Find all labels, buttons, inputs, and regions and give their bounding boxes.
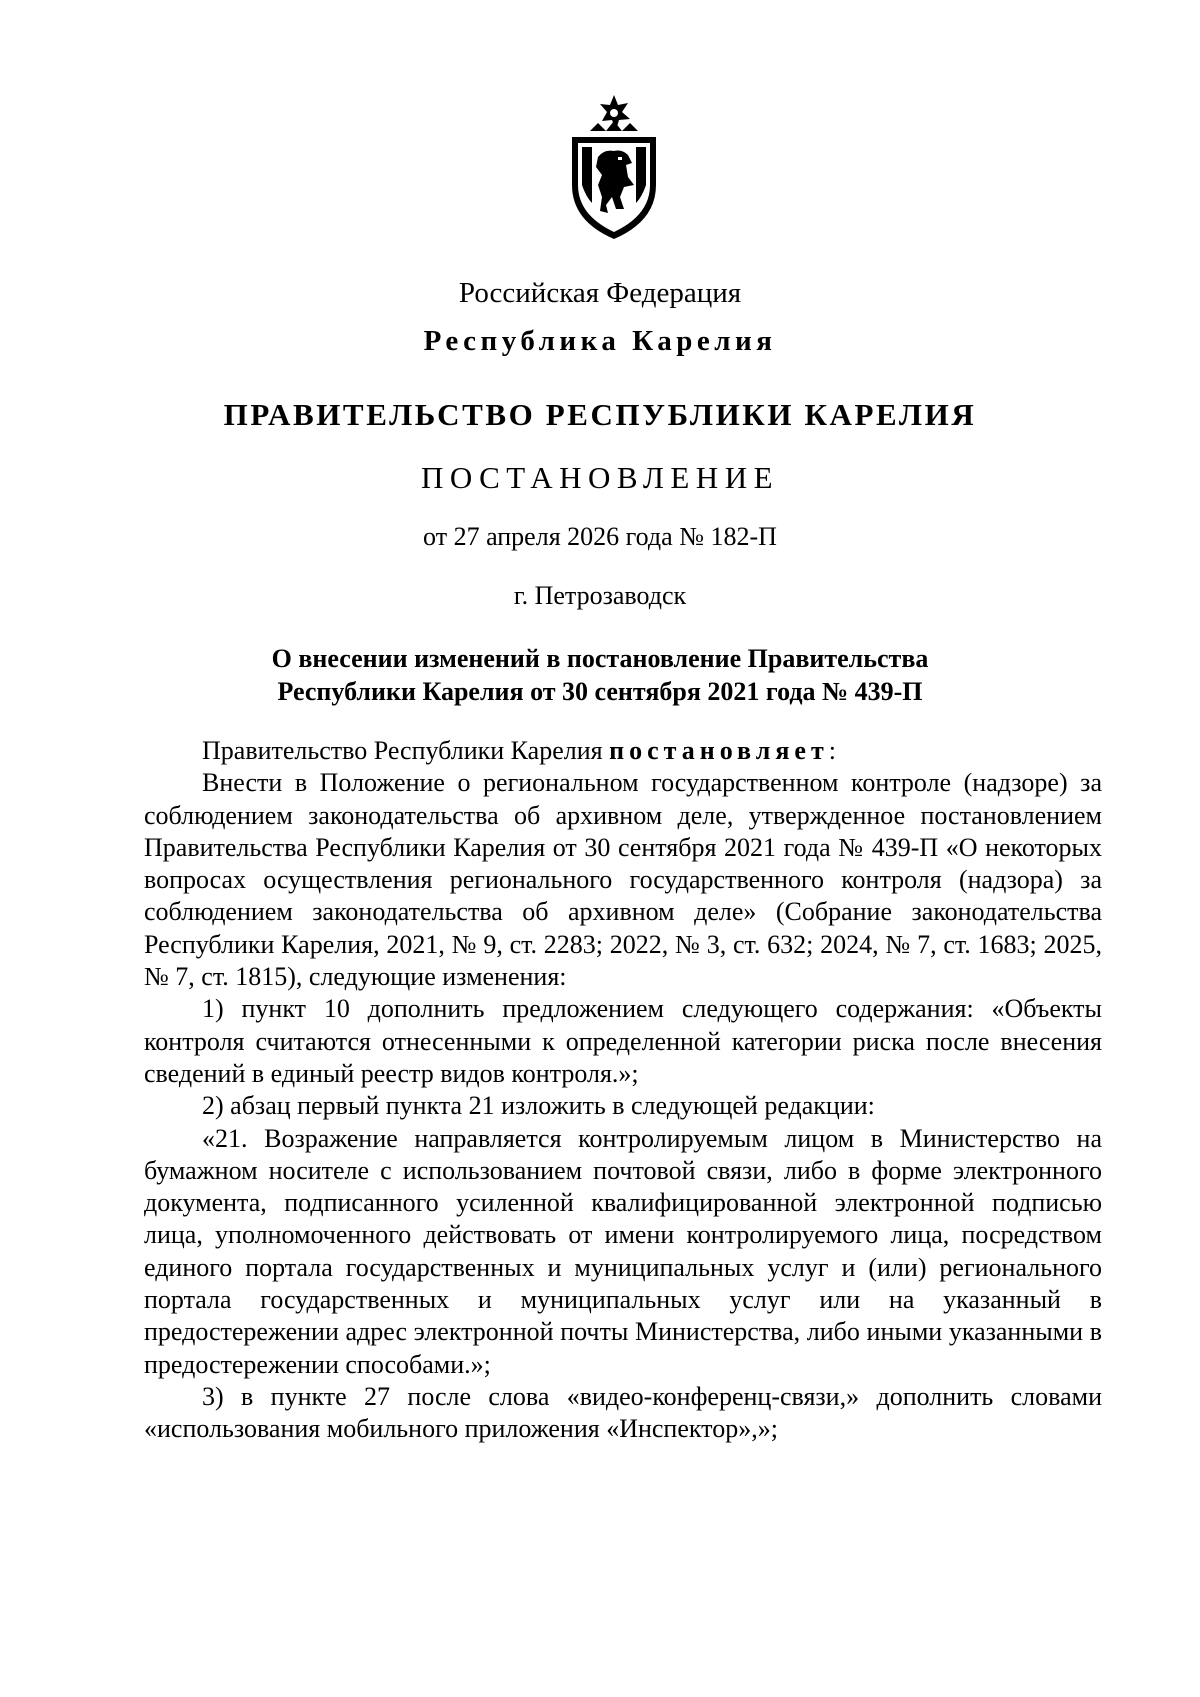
title-line-1: О внесении изменений в постановление Правительства [271, 644, 929, 673]
intro-text: Правительство Республики Карелия [202, 736, 610, 765]
title-line-2: Республики Карелия от 30 сентября 2021 года № 439-П [277, 677, 923, 706]
paragraph-3: 2) абзац первый пункта 21 изложить в следующей редакции: [202, 1091, 875, 1121]
paragraph-4: «21. Возражение направляется контролируемым лицом в Министерство на бумажном носителе с использованием почтовой связи, либо в форме электронного документа, подписанного усиленной квалифицированной электронной подписью лица, уполномоченного действовать от имени контролируемого лица, посредством единого портала государственных и муниципальных услуг и (или) регионального портала государственных и муниципальных услуг или на указанный в предостережении адрес электронной почты Министерства, либо иными указанными в предостережении способами.»; [144, 1123, 1102, 1379]
intro-paragraph [144, 735, 1102, 767]
republic-name: Республика Карелия [423, 325, 777, 357]
paragraph-2: 1) пункт 10 дополнить предложением следующего содержания: «Объекты контроля считаются отнесенными к определенной категории риска после внесения сведений в единый реестр видов контроля.»; [144, 994, 1102, 1088]
document-type: ПОСТАНОВЛЕНИЕ [420, 460, 780, 495]
government-name: ПРАВИТЕЛЬСТВО РЕСПУБЛИКИ КАРЕЛИЯ [223, 397, 977, 432]
country-name: Российская Федерация [458, 277, 742, 309]
paragraph-5: 3) в пункте 27 после слова «видео-конференц-связи,» дополнить словами «использования мобильного приложения «Инспектор»,»; [144, 1381, 1102, 1444]
document-body [144, 735, 1102, 1446]
paragraph-1: Внести в Положение о региональном государственном контроле (надзоре) за соблюдением законодательства об архивном деле, утвержденное постановлением Правительства Республики Карелия от 30 сентября 2021 года № 439-П «О некоторых вопросах осуществления регионального государственного контроля (надзора) за соблюдением законодательства об архивном деле» (Собрание законодательства Республики Карелия, 2021, № 9, ст. 2283; 2022, № 3, ст. 632; 2024, № 7, ст. 1683; 2025, № 7, ст. 1815), следующие изменения: [144, 768, 1102, 992]
document-city: г. Петрозаводск [513, 581, 687, 610]
intro-verb: постановляет [609, 736, 829, 765]
coat-of-arms-icon [562, 93, 666, 241]
document-title [0, 642, 1200, 708]
document-date-number: от 27 апреля 2026 года № 182-П [423, 522, 777, 551]
intro-colon: : [828, 736, 836, 765]
